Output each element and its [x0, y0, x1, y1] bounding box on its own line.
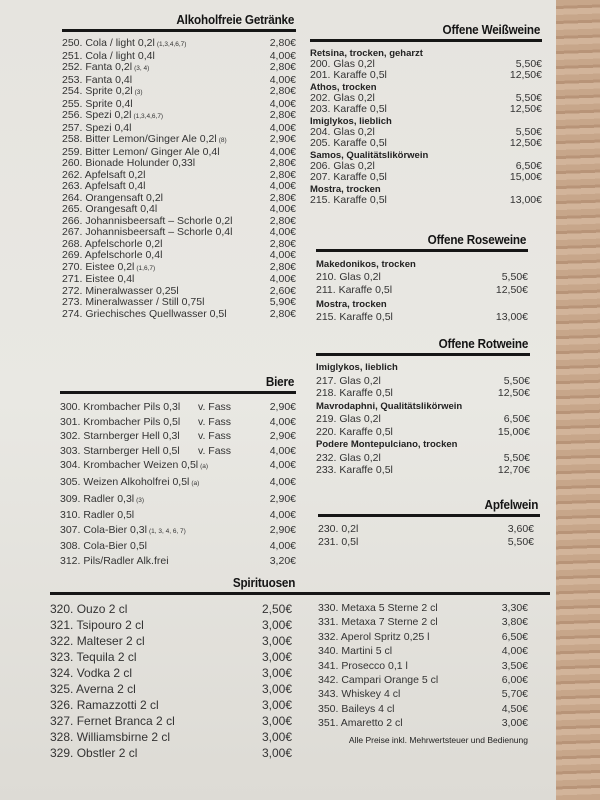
item-price: 4,00€	[269, 121, 296, 134]
item-name: 304. Krombacher Weizen 0,5l	[60, 459, 199, 472]
item-price: 5,70€	[501, 688, 528, 701]
item-name: 305. Weizen Alkoholfrei 0,5l	[60, 475, 190, 488]
item-label	[50, 633, 252, 649]
item-label	[318, 716, 488, 730]
allergen-note: (1, 3, 4, 6, 7)	[148, 527, 186, 535]
item-price: 4,00€	[269, 459, 296, 472]
section-title: Biere	[265, 374, 295, 389]
item-price: 2,80€	[269, 260, 296, 273]
item-price: 4,00€	[269, 180, 296, 192]
item-tap-note: v. Fass	[198, 415, 232, 428]
allergen-note: (8)	[218, 137, 227, 144]
section-spirituosen	[50, 575, 550, 761]
item-tap-note: v. Fass	[198, 430, 232, 443]
item-price: 4,00€	[269, 249, 296, 261]
item-price: 4,00€	[269, 203, 296, 215]
menu-item	[318, 601, 528, 615]
item-price: 5,50€	[515, 58, 542, 70]
item-price: 4,00€	[269, 540, 296, 553]
menu-item	[60, 400, 296, 415]
menu-item	[318, 673, 528, 687]
item-label	[316, 452, 490, 465]
item-name: 325. Averna 2 cl	[50, 682, 136, 696]
item-label	[318, 673, 488, 687]
item-price: 12,50€	[509, 103, 542, 115]
item-label	[60, 554, 256, 569]
item-name: 272. Mineralwasser 0,25l	[62, 284, 179, 297]
item-price: 13,00€	[509, 194, 542, 206]
item-name: 232. Glas 0,2l	[316, 451, 381, 464]
divider	[310, 39, 542, 42]
item-price: 3,00€	[261, 634, 292, 648]
item-price: 5,90€	[269, 296, 296, 308]
wine-name: Athos, trocken	[310, 82, 377, 93]
wine-name: Podere Montepulciano, trocken	[316, 439, 458, 450]
menu-item	[316, 426, 530, 439]
allergen-note: (a)	[191, 479, 200, 487]
item-name: 332. Aperol Spritz 0,25 l	[318, 630, 430, 643]
item-price: 3,20€	[269, 554, 296, 567]
item-price: 2,80€	[269, 214, 296, 227]
item-label	[62, 309, 256, 321]
section-title: Offene Roseweine	[427, 232, 527, 247]
item-name: 350. Baileys 4 cl	[318, 702, 395, 715]
item-tap-note: v. Fass	[198, 444, 232, 457]
section-offene-rotweine	[316, 336, 530, 477]
wine-name: Makedonikos, trocken	[316, 259, 416, 270]
item-label	[318, 659, 488, 673]
menu-item	[316, 271, 528, 284]
item-price: 2,80€	[269, 307, 296, 320]
item-label	[60, 429, 198, 444]
item-name: 233. Karaffe 0,5l	[316, 464, 393, 476]
item-label	[60, 415, 198, 430]
item-name: 329. Obstler 2 cl	[50, 746, 138, 760]
item-price: 2,90€	[269, 523, 296, 536]
item-price: 5,50€	[503, 374, 530, 387]
item-name: 300. Krombacher Pils 0,3l	[60, 401, 181, 413]
item-price: 2,80€	[269, 237, 296, 250]
item-name: 251. Cola / light 0,4l	[62, 49, 155, 62]
item-name: 220. Karaffe 0,5l	[316, 425, 393, 438]
item-price: 3,00€	[261, 650, 292, 664]
item-price: 3,30€	[501, 602, 528, 614]
item-name: 207. Karaffe 0,5l	[310, 171, 387, 183]
item-label	[50, 601, 252, 617]
section-title: Alkoholfreie Getränke	[176, 12, 295, 27]
item-tap-note: v. Fass	[198, 401, 232, 413]
allergen-note: (3)	[136, 496, 145, 504]
item-label	[316, 311, 488, 324]
menu-item	[60, 415, 296, 430]
item-name: 270. Eistee 0,2l	[62, 260, 135, 273]
item-price: 2,80€	[269, 109, 296, 121]
allergen-note: (a)	[200, 463, 209, 471]
item-label	[310, 104, 502, 115]
menu-item	[50, 681, 292, 697]
item-name: 219. Glas 0,2l	[316, 413, 381, 425]
item-price: 13,00€	[495, 311, 528, 323]
menu-item	[318, 659, 528, 673]
item-name: 324. Vodka 2 cl	[50, 666, 133, 680]
item-price: 2,80€	[269, 168, 296, 181]
item-price: 12,50€	[509, 69, 542, 81]
item-name: 273. Mineralwasser / Still 0,75l	[62, 296, 205, 308]
section-offene-roseweine	[316, 232, 528, 324]
item-label	[316, 387, 490, 400]
menu-item	[50, 745, 292, 761]
menu-item	[316, 387, 530, 400]
menu-item	[50, 649, 292, 665]
item-price: 3,00€	[501, 717, 528, 730]
menu-item	[316, 375, 530, 388]
item-price: 3,00€	[261, 666, 292, 680]
menu-item	[50, 713, 292, 729]
item-name: 255. Sprite 0,4l	[62, 97, 133, 110]
wine-name: Retsina, trocken, geharzt	[310, 48, 423, 59]
wood-table	[556, 0, 600, 800]
item-price: 6,50€	[501, 630, 528, 643]
menu-item	[60, 523, 296, 540]
wine-name: Samos, Qualitätslikörwein	[310, 150, 429, 161]
menu-item	[60, 429, 296, 444]
item-price: 12,50€	[497, 387, 530, 399]
item-label	[310, 172, 502, 183]
menu-item	[50, 601, 292, 617]
menu-item	[318, 702, 528, 716]
item-price: 6,50€	[503, 413, 530, 425]
item-name: 302. Starnberger Hell 0,3l	[60, 430, 180, 443]
allergen-note: (1,3,4,6,7)	[156, 41, 187, 48]
item-name: 259. Bitter Lemon/ Ginger Ale 0,4l	[62, 145, 220, 158]
item-name: 253. Fanta 0,4l	[62, 73, 133, 86]
item-name: 231. 0,5l	[318, 535, 359, 548]
item-price: 2,80€	[269, 191, 296, 204]
item-price: 3,60€	[507, 523, 534, 535]
item-price: 2,80€	[269, 61, 296, 73]
item-price: 2,90€	[269, 492, 296, 505]
item-price: 5,50€	[501, 271, 528, 283]
item-name: 330. Metaxa 5 Sterne 2 cl	[318, 602, 438, 614]
item-price: 5,50€	[515, 92, 542, 104]
menu-item	[50, 697, 292, 713]
item-name: 200. Glas 0,2l	[310, 58, 375, 70]
item-name: 343. Whiskey 4 cl	[318, 688, 401, 701]
item-name: 201. Karaffe 0,5l	[310, 69, 387, 81]
item-name: 230. 0,2l	[318, 523, 359, 535]
menu-item	[50, 617, 292, 633]
item-name: 320. Ouzo 2 cl	[50, 602, 128, 616]
item-price: 2,80€	[269, 85, 296, 97]
item-price: 4,00€	[269, 49, 296, 62]
menu-item	[50, 665, 292, 681]
item-name: 340. Martini 5 cl	[318, 645, 393, 658]
item-label	[310, 70, 502, 81]
wine-name: Mostra, trocken	[316, 299, 387, 310]
item-price: 2,90€	[269, 430, 296, 443]
section-title: Apfelwein	[484, 497, 539, 512]
item-name: 205. Karaffe 0,5l	[310, 137, 387, 149]
item-label	[50, 697, 252, 713]
item-price: 3,50€	[501, 659, 528, 672]
item-price: 3,80€	[501, 616, 528, 629]
item-name: 312. Pils/Radler Alk.frei	[60, 554, 169, 567]
menu-item	[60, 458, 296, 475]
item-name: 254. Sprite 0,2l	[62, 85, 133, 97]
item-name: 206. Glas 0,2l	[310, 160, 375, 172]
divider	[316, 249, 528, 252]
item-name: 341. Prosecco 0,1 l	[318, 659, 408, 672]
item-price: 6,00€	[501, 674, 528, 687]
wine-name: Imiglykos, lieblich	[316, 362, 398, 373]
menu-item	[310, 138, 542, 149]
menu-item	[316, 413, 530, 426]
item-label	[316, 284, 488, 297]
item-name: 204. Glas 0,2l	[310, 126, 375, 138]
menu-item	[60, 475, 296, 492]
item-label	[316, 413, 490, 426]
menu-item	[316, 311, 528, 324]
item-name: 321. Tsipouro 2 cl	[50, 618, 144, 632]
item-price: 5,50€	[515, 126, 542, 138]
item-label	[318, 615, 488, 629]
item-name: 264. Orangensaft 0,2l	[62, 191, 163, 204]
item-name: 266. Johannisbeersaft – Schorle 0,2l	[62, 214, 233, 227]
menu-item	[310, 195, 542, 206]
item-name: 262. Apfelsaft 0,2l	[62, 168, 146, 181]
item-name: 269. Apfelschorle 0,4l	[62, 249, 163, 261]
item-label	[50, 649, 252, 665]
item-price: 4,00€	[269, 444, 296, 457]
item-price: 2,90€	[269, 133, 296, 145]
allergen-note: (1,3,4,6,7)	[133, 113, 164, 120]
item-name: 265. Orangesaft 0,4l	[62, 203, 158, 215]
item-label	[60, 523, 256, 540]
menu-item	[60, 508, 296, 523]
item-label	[50, 745, 252, 761]
item-name: 250. Cola / light 0,2l	[62, 37, 155, 49]
item-name: 310. Radler 0,5l	[60, 509, 135, 522]
item-label	[318, 630, 488, 644]
item-name: 210. Glas 0,2l	[316, 271, 381, 283]
item-label	[50, 729, 252, 745]
item-name: 331. Metaxa 7 Sterne 2 cl	[318, 616, 438, 629]
item-name: 217. Glas 0,2l	[316, 374, 381, 387]
item-name: 323. Tequila 2 cl	[50, 650, 137, 664]
item-name: 309. Radler 0,3l	[60, 492, 135, 505]
item-name: 326. Ramazzotti 2 cl	[50, 698, 159, 712]
item-name: 301. Krombacher Pils 0,5l	[60, 415, 181, 428]
item-price: 12,50€	[509, 137, 542, 149]
item-price: 2,50€	[261, 602, 292, 616]
item-price: 4,00€	[269, 97, 296, 110]
item-price: 12,70€	[497, 464, 530, 476]
section-offene-weissweine	[310, 22, 542, 206]
item-name: 215. Karaffe 0,5l	[310, 194, 387, 206]
item-name: 260. Bionade Holunder 0,33l	[62, 157, 196, 169]
item-name: 203. Karaffe 0,5l	[310, 103, 387, 115]
item-name: 274. Griechisches Quellwasser 0,5l	[62, 307, 227, 320]
menu-item	[310, 70, 542, 81]
item-label	[60, 400, 198, 415]
item-name: 322. Malteser 2 cl	[50, 634, 145, 648]
item-name: 271. Eistee 0,4l	[62, 273, 135, 285]
item-name: 211. Karaffe 0,5l	[316, 284, 393, 296]
item-price: 3,00€	[261, 730, 292, 744]
item-label	[50, 665, 252, 681]
item-price: 4,00€	[269, 475, 296, 488]
item-label	[316, 426, 490, 439]
section-apfelwein	[318, 497, 540, 548]
item-label	[318, 687, 488, 701]
allergen-note: (3)	[134, 89, 143, 96]
item-price: 4,50€	[501, 702, 528, 715]
item-label	[50, 681, 252, 697]
item-name: 258. Bitter Lemon/Ginger Ale 0,2l	[62, 133, 217, 145]
item-name: 342. Campari Orange 5 cl	[318, 674, 439, 687]
item-price: 4,00€	[269, 73, 296, 86]
item-label	[316, 375, 490, 388]
menu-item	[60, 554, 296, 569]
item-label	[60, 444, 198, 459]
item-name: 307. Cola-Bier 0,3l	[60, 523, 147, 536]
item-price: 4,00€	[269, 273, 296, 285]
item-name: 327. Fernet Branca 2 cl	[50, 714, 175, 728]
item-name: 252. Fanta 0,2l	[62, 61, 133, 73]
item-label	[60, 492, 256, 509]
item-price: 2,60€	[269, 284, 296, 297]
item-label	[310, 195, 502, 206]
divider	[318, 514, 540, 517]
item-label	[60, 475, 256, 492]
allergen-note: (1,6,7)	[136, 264, 156, 272]
item-price: 3,00€	[261, 698, 292, 712]
item-label	[60, 458, 256, 475]
menu-item	[318, 523, 534, 536]
item-name: 267. Johannisbeersaft – Schorle 0,4l	[62, 226, 233, 238]
item-name: 218. Karaffe 0,5l	[316, 387, 393, 399]
item-price: 3,00€	[261, 714, 292, 728]
menu-item	[60, 539, 296, 554]
menu-item	[50, 729, 292, 745]
item-name: 257. Spezi 0,4l	[62, 121, 132, 134]
item-label	[318, 601, 488, 615]
item-name: 308. Cola-Bier 0,5l	[60, 540, 147, 553]
item-price: 4,00€	[501, 645, 528, 658]
divider	[60, 391, 296, 394]
item-label	[50, 713, 252, 729]
item-label	[316, 464, 490, 477]
menu-item	[60, 444, 296, 459]
item-price: 3,00€	[261, 618, 292, 632]
item-price: 5,50€	[507, 535, 534, 548]
wine-name: Imiglykos, lieblich	[310, 116, 392, 127]
section-title: Spirituosen	[232, 575, 296, 590]
item-price: 5,50€	[503, 451, 530, 464]
menu-item	[318, 644, 528, 658]
item-price: 4,00€	[269, 509, 296, 522]
item-label	[318, 536, 494, 549]
item-price: 4,00€	[269, 145, 296, 158]
item-label	[310, 138, 502, 149]
price-note: Alle Preise inkl. Mehrwertsteuer und Bedienung	[348, 734, 528, 745]
menu-item	[310, 104, 542, 115]
item-price: 3,00€	[261, 682, 292, 696]
menu-item	[318, 716, 528, 730]
item-label	[318, 523, 494, 536]
item-price: 6,50€	[515, 160, 542, 172]
item-label	[50, 617, 252, 633]
item-price: 4,00€	[269, 415, 296, 428]
menu-item	[310, 172, 542, 183]
allergen-note: (3, 4)	[134, 65, 150, 72]
menu-item	[316, 452, 530, 465]
item-price: 2,90€	[269, 401, 296, 413]
menu-item	[318, 630, 528, 644]
section-biere	[60, 374, 296, 569]
item-price: 4,00€	[269, 226, 296, 238]
item-label	[60, 539, 256, 554]
item-price: 2,80€	[269, 157, 296, 169]
menu-item	[60, 492, 296, 509]
item-price: 12,50€	[495, 284, 528, 296]
section-title: Offene Weißweine	[442, 22, 541, 37]
wine-name: Mavrodaphni, Qualitätslikörwein	[316, 400, 463, 412]
item-name: 351. Amaretto 2 cl	[318, 717, 403, 730]
menu-item	[316, 464, 530, 477]
divider	[316, 353, 530, 356]
divider	[50, 592, 550, 595]
item-name: 263. Apfelsaft 0,4l	[62, 180, 146, 192]
item-label	[318, 702, 488, 716]
menu-item	[50, 633, 292, 649]
divider	[62, 29, 296, 32]
item-name: 215. Karaffe 0,5l	[316, 311, 393, 323]
item-name: 256. Spezi 0,2l	[62, 109, 132, 121]
section-alkoholfreie-getraenke	[62, 12, 296, 320]
item-name: 303. Starnberger Hell 0,5l	[60, 444, 180, 457]
menu-item	[316, 284, 528, 297]
item-price: 15,00€	[509, 171, 542, 183]
item-price: 15,00€	[497, 425, 530, 438]
section-title: Offene Rotweine	[438, 336, 529, 351]
item-price: 3,00€	[261, 746, 292, 760]
wine-name: Mostra, trocken	[310, 184, 381, 195]
item-name: 328. Williamsbirne 2 cl	[50, 730, 171, 744]
menu-item	[318, 687, 528, 701]
item-name: 202. Glas 0,2l	[310, 92, 375, 104]
menu-item	[318, 536, 534, 549]
item-label	[318, 644, 488, 658]
item-label	[316, 271, 488, 284]
menu-item	[62, 309, 296, 321]
item-price: 2,80€	[269, 37, 296, 49]
menu-item	[318, 615, 528, 629]
item-label	[60, 508, 256, 523]
item-name: 268. Apfelschorle 0,2l	[62, 237, 163, 250]
